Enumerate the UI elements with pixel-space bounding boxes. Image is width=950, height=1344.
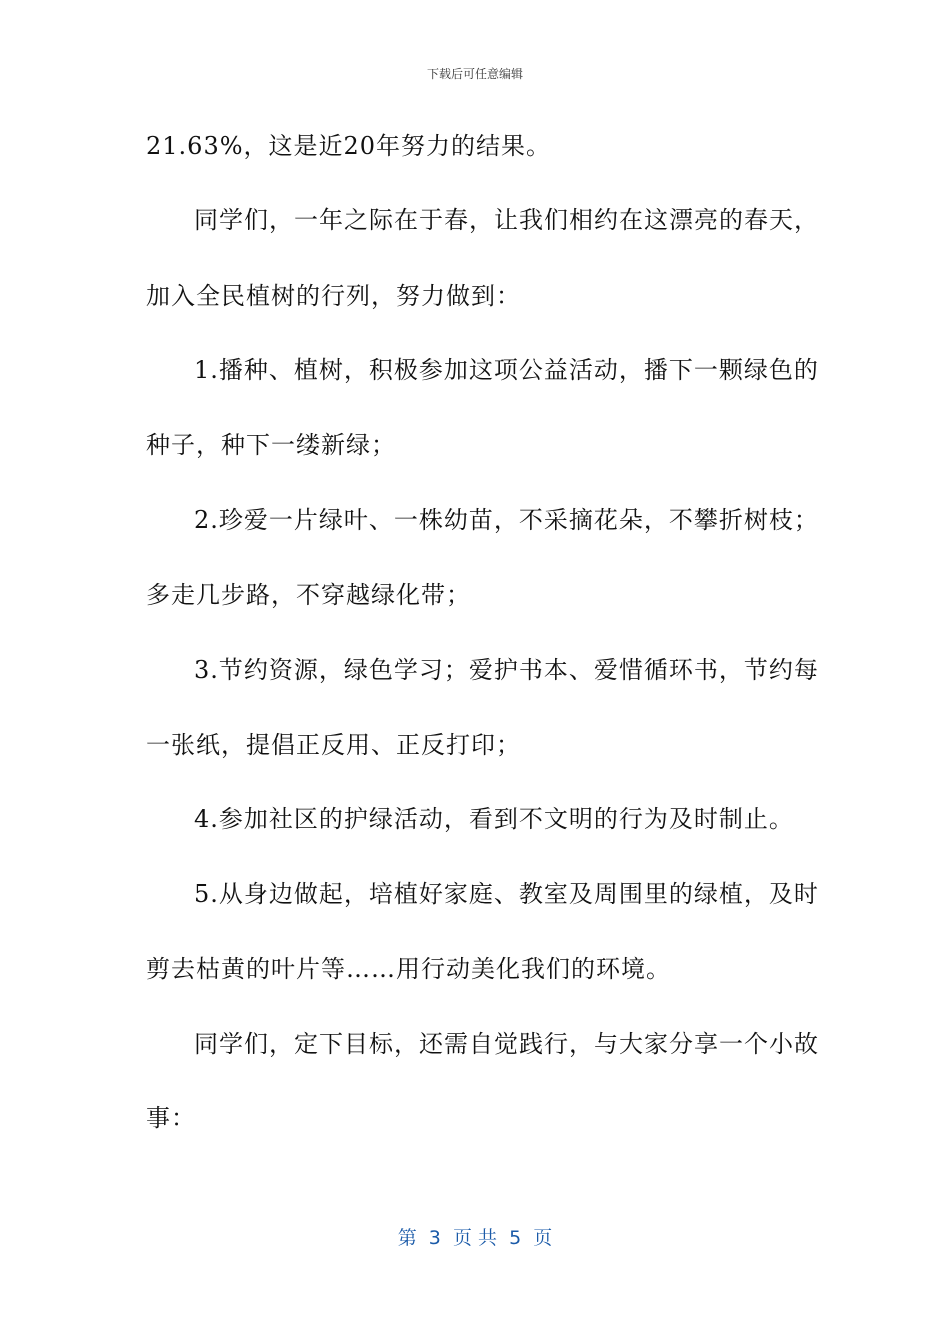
body-line-9: 一张纸，提倡正反用、正反打印； <box>146 731 521 759</box>
body-line-5: 种子，种下一缕新绿； <box>146 431 396 459</box>
body-line-8: 3.节约资源，绿色学习；爱护书本、爱惜循环书，节约每 <box>194 656 819 684</box>
body-line-3: 加入全民植树的行列，努力做到： <box>146 282 521 310</box>
body-line-7: 多走几步路，不穿越绿化带； <box>146 581 471 609</box>
body-line-11: 5.从身边做起，培植好家庭、教室及周围里的绿植，及时 <box>194 880 819 908</box>
body-line-4: 1.播种、植树，积极参加这项公益活动，播下一颗绿色的 <box>194 356 819 384</box>
body-line-1: 21.63%，这是近20年努力的结果。 <box>146 132 552 160</box>
body-line-12: 剪去枯黄的叶片等……用行动美化我们的环境。 <box>146 955 671 983</box>
page-header: 下载后可任意编辑 <box>426 67 523 81</box>
body-line-13: 同学们，定下目标，还需自觉践行，与大家分享一个小故 <box>194 1030 819 1058</box>
body-line-10: 4.参加社区的护绿活动，看到不文明的行为及时制止。 <box>194 805 794 833</box>
body-line-6: 2.珍爱一片绿叶、一株幼苗，不采摘花朵，不攀折树枝； <box>194 506 819 534</box>
body-line-14: 事： <box>146 1104 196 1132</box>
page-number-footer: 第 3 页 共 5 页 <box>397 1227 553 1249</box>
body-line-2: 同学们，一年之际在于春，让我们相约在这漂亮的春天， <box>194 206 819 234</box>
